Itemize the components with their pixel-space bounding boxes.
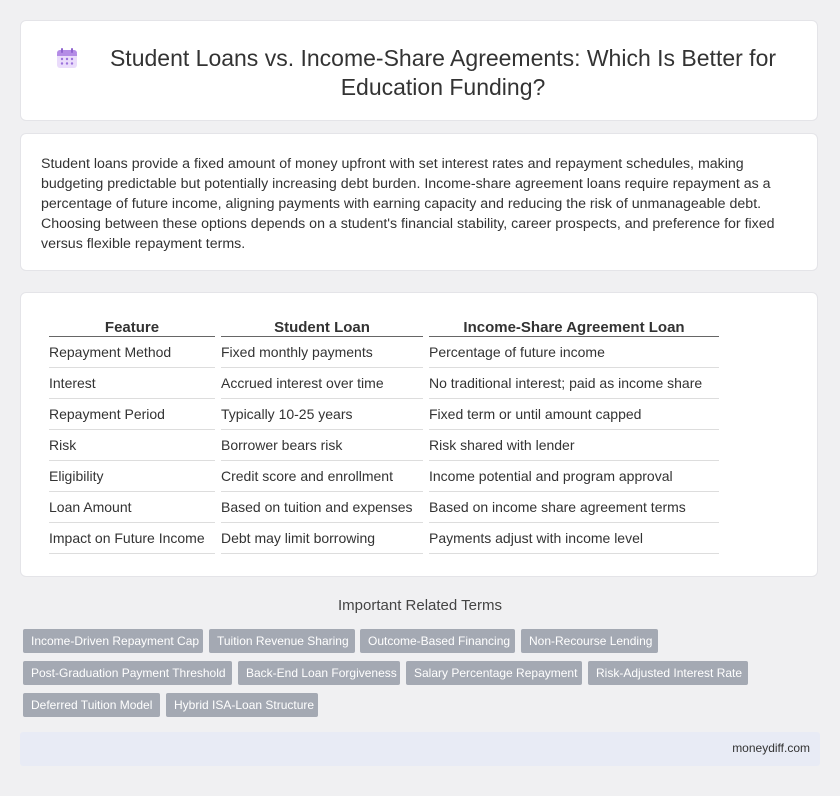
- related-terms-heading: Important Related Terms: [338, 597, 502, 614]
- table-cell: No traditional interest; paid as income share: [429, 368, 719, 399]
- table-cell: Repayment Method: [49, 337, 215, 368]
- table-cell: Percentage of future income: [429, 337, 719, 368]
- table-cell: Fixed monthly payments: [221, 337, 423, 368]
- table-row: [49, 492, 719, 523]
- table-cell: Payments adjust with income level: [429, 523, 719, 554]
- calendar-icon: [55, 46, 79, 70]
- tag-non-recourse-lending[interactable]: Non-Recourse Lending: [521, 629, 658, 653]
- tag-tuition-revenue-sharing[interactable]: Tuition Revenue Sharing: [209, 629, 355, 653]
- column-header-student-loan: Student Loan: [221, 315, 423, 337]
- column-header-feature: Feature: [49, 315, 215, 337]
- table-row: [49, 337, 719, 368]
- table-row: [49, 399, 719, 430]
- table-header-row: [49, 315, 719, 337]
- table-cell: Debt may limit borrowing: [221, 523, 423, 554]
- table-cell: Impact on Future Income: [49, 523, 215, 554]
- table-cell: Repayment Period: [49, 399, 215, 430]
- table-cell: Typically 10-25 years: [221, 399, 423, 430]
- tag-salary-percentage-repayment[interactable]: Salary Percentage Repayment: [406, 661, 582, 685]
- intro-card: [20, 133, 818, 271]
- table-row: [49, 461, 719, 492]
- tag-outcome-based-financing[interactable]: Outcome-Based Financing: [360, 629, 515, 653]
- table-cell: Accrued interest over time: [221, 368, 423, 399]
- table-row: [49, 430, 719, 461]
- table-cell: Interest: [49, 368, 215, 399]
- tag-risk-adjusted-interest-rate[interactable]: Risk-Adjusted Interest Rate: [588, 661, 748, 685]
- table-cell: Credit score and enrollment: [221, 461, 423, 492]
- intro-paragraph: Student loans provide a fixed amount of money upfront with set interest rates and repayment schedules, making budgeting predictable but potentially increasing debt burden. Income-share agreement loans require repayment as a percentage of future income, aligning payments with earning capacity and reducing the risk of unmanageable debt. Choosing between these options depends on a student's financial stability, career prospects, and preference for fixed versus flexible repayment terms.: [41, 156, 775, 252]
- table-cell: Loan Amount: [49, 492, 215, 523]
- table-cell: Based on tuition and expenses: [221, 492, 423, 523]
- table-cell: Risk shared with lender: [429, 430, 719, 461]
- column-header-isa-loan: Income-Share Agreement Loan: [429, 315, 719, 337]
- tag-back-end-loan-forgiveness[interactable]: Back-End Loan Forgiveness: [238, 661, 400, 685]
- table-cell: Risk: [49, 430, 215, 461]
- table-cell: Borrower bears risk: [221, 430, 423, 461]
- comparison-table: [43, 315, 725, 554]
- tag-post-graduation-payment-threshold[interactable]: Post-Graduation Payment Threshold: [23, 661, 232, 685]
- page-title: Student Loans vs. Income-Share Agreements: Which Is Better for Education Funding?: [109, 45, 777, 100]
- table-row: [49, 368, 719, 399]
- title-card: [20, 20, 818, 121]
- footer: [20, 732, 820, 766]
- comparison-card: [20, 292, 818, 577]
- table-cell: Based on income share agreement terms: [429, 492, 719, 523]
- tag-income-driven-repayment-cap[interactable]: Income-Driven Repayment Cap: [23, 629, 203, 653]
- tag-hybrid-isa-loan-structure[interactable]: Hybrid ISA-Loan Structure: [166, 693, 318, 717]
- table-cell: Fixed term or until amount capped: [429, 399, 719, 430]
- table-cell: Eligibility: [49, 461, 215, 492]
- site-link[interactable]: moneydiff.com: [732, 741, 810, 755]
- tag-deferred-tuition-model[interactable]: Deferred Tuition Model: [23, 693, 160, 717]
- table-cell: Income potential and program approval: [429, 461, 719, 492]
- table-row: [49, 523, 719, 554]
